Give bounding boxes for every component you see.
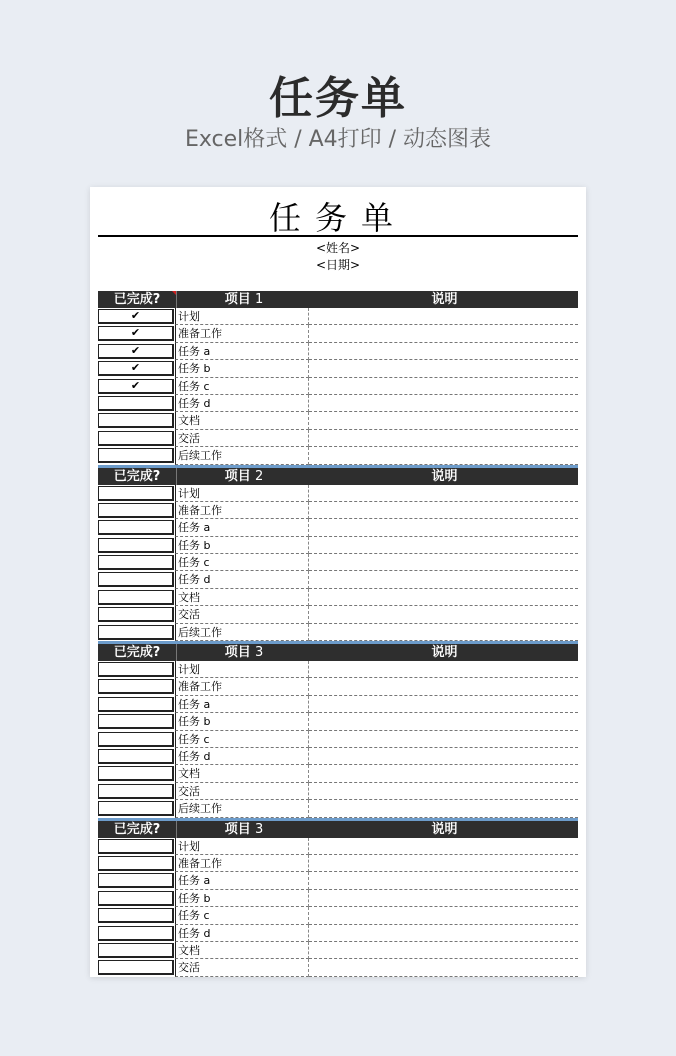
task-item-label[interactable]: 交活 — [175, 783, 309, 800]
header-project — [177, 468, 311, 485]
table-row — [98, 589, 578, 606]
done-checkbox[interactable] — [98, 873, 174, 888]
task-item-label[interactable]: 计划 — [175, 838, 309, 855]
table-row — [98, 395, 578, 412]
done-checkbox[interactable] — [98, 607, 174, 622]
done-checkbox[interactable] — [98, 943, 174, 958]
task-sheet — [90, 187, 586, 977]
header-done-label: 已完成? — [113, 645, 161, 661]
task-description-cell[interactable] — [309, 765, 578, 782]
table-row — [98, 731, 578, 748]
header-project — [177, 291, 311, 308]
task-description-cell[interactable] — [309, 537, 578, 554]
done-checkbox[interactable] — [98, 662, 174, 677]
table-row — [98, 925, 578, 942]
table-row — [98, 783, 578, 800]
task-item-label[interactable]: 后续工作 — [175, 624, 309, 641]
task-description-cell[interactable] — [309, 748, 578, 765]
task-description-cell[interactable] — [309, 502, 578, 519]
header-project-number: 1 — [254, 292, 264, 307]
table-row — [98, 872, 578, 889]
name-field[interactable]: <姓名> — [315, 241, 361, 255]
table-row — [98, 838, 578, 855]
done-checkbox[interactable] — [98, 326, 174, 341]
table-row — [98, 519, 578, 536]
date-field[interactable]: <日期> — [315, 258, 361, 272]
comment-indicator-icon[interactable] — [172, 291, 176, 295]
table-header — [98, 644, 578, 661]
done-checkbox[interactable] — [98, 625, 174, 640]
task-description-cell[interactable] — [309, 890, 578, 907]
done-checkbox[interactable] — [98, 538, 174, 553]
task-blocks — [98, 291, 578, 977]
task-item-label[interactable]: 任务 d — [175, 395, 309, 412]
table-row — [98, 325, 578, 342]
task-item-label[interactable]: 任务 b — [175, 360, 309, 377]
task-description-cell[interactable] — [309, 800, 578, 817]
task-item-label[interactable]: 任务 d — [175, 571, 309, 588]
task-description-cell[interactable] — [309, 872, 578, 889]
task-description-cell[interactable] — [309, 308, 578, 325]
header-project-label: 项目 — [224, 468, 251, 484]
task-item-label[interactable]: 计划 — [175, 661, 309, 678]
header-project — [177, 644, 311, 661]
task-item-label[interactable]: 准备工作 — [175, 855, 309, 872]
task-item-label[interactable]: 任务 c — [175, 907, 309, 924]
spacer — [98, 274, 578, 291]
task-description-cell[interactable] — [309, 907, 578, 924]
header-done — [98, 291, 177, 308]
task-description-cell[interactable] — [309, 696, 578, 713]
header-description: 说明 — [431, 292, 458, 307]
table-row — [98, 485, 578, 502]
check-icon: ✔ — [130, 378, 141, 392]
task-description-cell[interactable] — [309, 731, 578, 748]
done-checkbox[interactable] — [98, 361, 174, 376]
task-item-label[interactable]: 文档 — [175, 942, 309, 959]
table-row — [98, 696, 578, 713]
task-description-cell[interactable] — [309, 624, 578, 641]
done-checkbox[interactable] — [98, 766, 174, 781]
done-checkbox[interactable] — [98, 714, 174, 729]
task-item-label[interactable]: 任务 c — [175, 554, 309, 571]
header-project-number: 3 — [254, 645, 264, 661]
task-item-label[interactable]: 交活 — [175, 430, 309, 447]
task-description-cell[interactable] — [309, 925, 578, 942]
done-checkbox[interactable] — [98, 413, 174, 428]
table-row — [98, 412, 578, 429]
done-checkbox[interactable] — [98, 891, 174, 906]
header-done — [98, 644, 177, 661]
table-row — [98, 502, 578, 519]
task-description-cell[interactable] — [309, 571, 578, 588]
table-row — [98, 571, 578, 588]
task-item-label[interactable]: 任务 c — [175, 731, 309, 748]
task-description-cell[interactable] — [309, 713, 578, 730]
task-description-cell[interactable] — [309, 661, 578, 678]
task-item-label[interactable]: 任务 d — [175, 925, 309, 942]
task-item-label[interactable]: 文档 — [175, 412, 309, 429]
check-icon: ✔ — [130, 309, 141, 322]
done-checkbox[interactable] — [98, 431, 174, 446]
table-row — [98, 890, 578, 907]
task-item-label[interactable]: 任务 a — [175, 696, 309, 713]
sheet-content — [98, 187, 578, 977]
table-row — [98, 606, 578, 623]
header-project-label: 项目 — [224, 292, 251, 307]
task-item-label[interactable]: 准备工作 — [175, 502, 309, 519]
table-row — [98, 800, 578, 817]
task-item-label[interactable]: 准备工作 — [175, 325, 309, 342]
task-item-label[interactable]: 任务 d — [175, 748, 309, 765]
done-checkbox[interactable] — [98, 801, 174, 816]
task-description-cell[interactable] — [309, 430, 578, 447]
task-description-cell[interactable] — [309, 395, 578, 412]
table-row — [98, 447, 578, 464]
header-done-label: 已完成? — [113, 468, 161, 484]
table-row — [98, 765, 578, 782]
task-block — [98, 291, 578, 468]
task-item-label[interactable]: 计划 — [175, 485, 309, 502]
task-description-cell[interactable] — [309, 606, 578, 623]
header-project — [177, 821, 311, 838]
header-project-label: 项目 — [224, 821, 251, 837]
task-description-cell[interactable] — [309, 959, 578, 976]
task-description-cell[interactable] — [309, 855, 578, 872]
task-item-label[interactable]: 文档 — [175, 765, 309, 782]
done-checkbox[interactable] — [98, 679, 174, 694]
done-checkbox[interactable] — [98, 503, 174, 518]
task-block — [98, 644, 578, 821]
header-done — [98, 468, 177, 485]
task-block — [98, 468, 578, 645]
header-project-label: 项目 — [224, 645, 251, 661]
poster-subtitle: Excel格式 / A4打印 / 动态图表 — [184, 127, 492, 152]
table-row — [98, 343, 578, 360]
done-checkbox[interactable] — [98, 784, 174, 799]
table-row — [98, 713, 578, 730]
table-row — [98, 537, 578, 554]
done-checkbox[interactable] — [98, 555, 174, 570]
task-item-label[interactable]: 任务 a — [175, 343, 309, 360]
header-project-number: 2 — [254, 468, 264, 484]
task-description-cell[interactable] — [309, 589, 578, 606]
table-header — [98, 291, 578, 308]
task-description-cell[interactable] — [309, 325, 578, 342]
table-row — [98, 907, 578, 924]
task-description-cell[interactable] — [309, 378, 578, 395]
table-row — [98, 360, 578, 377]
task-description-cell[interactable] — [309, 412, 578, 429]
task-item-label[interactable]: 准备工作 — [175, 678, 309, 695]
table-header — [98, 821, 578, 838]
task-item-label[interactable]: 任务 b — [175, 537, 309, 554]
task-description-cell[interactable] — [309, 942, 578, 959]
done-checkbox[interactable] — [98, 590, 174, 605]
header-project-number: 3 — [254, 821, 264, 837]
done-checkbox[interactable] — [98, 697, 174, 712]
done-checkbox[interactable] — [98, 749, 174, 764]
done-checkbox[interactable] — [98, 908, 174, 923]
header-description: 说明 — [431, 821, 458, 837]
table-row — [98, 661, 578, 678]
task-item-label[interactable]: 任务 a — [175, 519, 309, 536]
table-row — [98, 554, 578, 571]
task-item-label[interactable]: 任务 b — [175, 713, 309, 730]
table-row — [98, 855, 578, 872]
done-checkbox[interactable] — [98, 926, 174, 941]
done-checkbox[interactable] — [98, 486, 174, 501]
task-description-cell[interactable] — [309, 519, 578, 536]
task-description-cell[interactable] — [309, 554, 578, 571]
done-checkbox[interactable] — [98, 379, 174, 394]
task-item-label[interactable]: 后续工作 — [175, 447, 309, 464]
task-item-label[interactable]: 任务 a — [175, 872, 309, 889]
task-item-label[interactable]: 计划 — [175, 308, 309, 325]
task-description-cell[interactable] — [309, 343, 578, 360]
task-item-label[interactable]: 后续工作 — [175, 800, 309, 817]
done-checkbox[interactable] — [98, 309, 174, 324]
task-item-label[interactable]: 交活 — [175, 606, 309, 623]
task-item-label[interactable]: 任务 c — [175, 378, 309, 395]
poster-title: 任务单 — [269, 73, 407, 124]
task-item-label[interactable]: 交活 — [175, 959, 309, 976]
done-checkbox[interactable] — [98, 344, 174, 359]
task-description-cell[interactable] — [309, 447, 578, 464]
document-title: 任务单 — [98, 187, 578, 237]
done-checkbox[interactable] — [98, 732, 174, 747]
check-icon: ✔ — [130, 343, 141, 357]
task-description-cell[interactable] — [309, 360, 578, 377]
table-row — [98, 678, 578, 695]
header-done-label: 已完成? — [113, 821, 161, 837]
table-header — [98, 468, 578, 485]
table-row — [98, 430, 578, 447]
done-checkbox[interactable] — [98, 572, 174, 587]
done-checkbox[interactable] — [98, 520, 174, 535]
done-checkbox[interactable] — [98, 448, 174, 463]
header-done-label: 已完成? — [113, 292, 161, 307]
task-item-label[interactable]: 任务 b — [175, 890, 309, 907]
table-row — [98, 308, 578, 325]
done-checkbox[interactable] — [98, 856, 174, 871]
task-block — [98, 821, 578, 977]
task-description-cell[interactable] — [309, 485, 578, 502]
table-row — [98, 378, 578, 395]
table-row — [98, 959, 578, 976]
done-checkbox[interactable] — [98, 960, 174, 975]
task-item-label[interactable]: 文档 — [175, 589, 309, 606]
table-row — [98, 624, 578, 641]
done-checkbox[interactable] — [98, 839, 174, 854]
task-description-cell[interactable] — [309, 783, 578, 800]
done-checkbox[interactable] — [98, 396, 174, 411]
check-icon: ✔ — [130, 361, 141, 375]
check-icon: ✔ — [130, 326, 141, 340]
table-row — [98, 748, 578, 765]
header-description: 说明 — [431, 468, 458, 484]
task-description-cell[interactable] — [309, 838, 578, 855]
task-description-cell[interactable] — [309, 678, 578, 695]
table-row — [98, 942, 578, 959]
header-description: 说明 — [431, 645, 458, 661]
header-done — [98, 821, 177, 838]
